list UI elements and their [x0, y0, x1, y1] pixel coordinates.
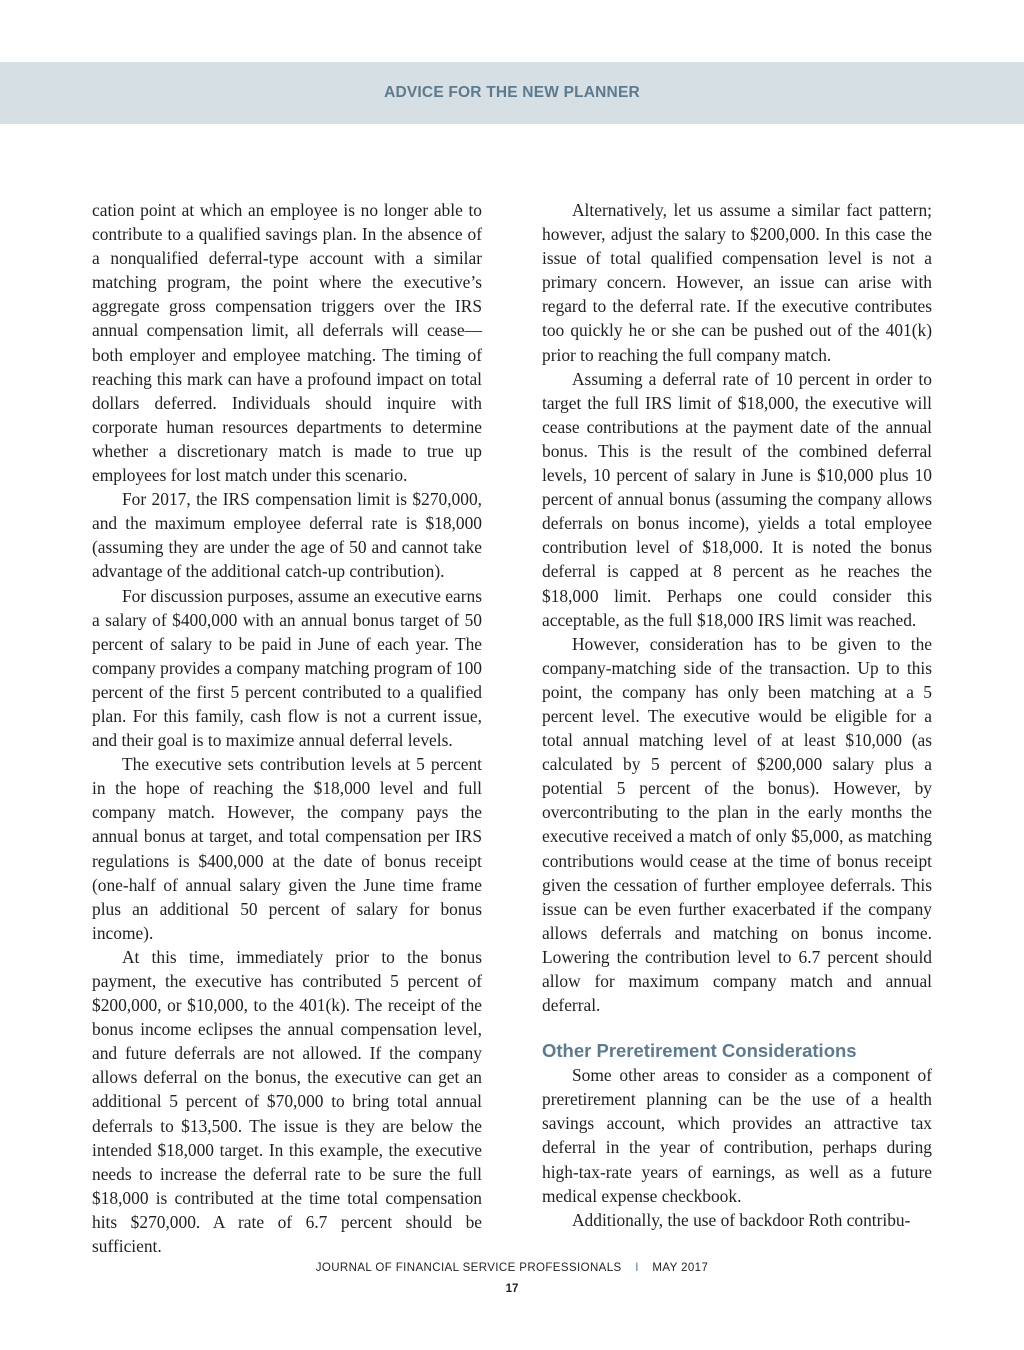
body-paragraph: For discussion purposes, assume an executive earns a salary of $400,000 with an annual bonus target of 50 percent of salary to be paid in June of each year. The company provides a company matching program of 100 percent of the first 5 percent contributed to a qualified plan. For this family, cash flow is not a current issue, and their goal is to maximize annual deferral levels.: [92, 585, 482, 751]
journal-footer: [0, 1262, 1024, 1274]
section-heading: Other Preretirement Considerations: [542, 1040, 857, 1062]
body-paragraph: At this time, immediately prior to the bonus payment, the executive has contributed 5 percent of $200,000, or $10,000, to the 401(k). The receipt of the bonus income eclipses the annual compensation level, and future deferrals are not allowed. If the company allows deferral on the bonus, the executive can get an additional 5 percent of $70,000 to bring total annual deferrals to $13,500. The issue is they are below the intended $18,000 target. In this example, the executive needs to increase the deferral rate to be sure the full $18,000 is contributed at the time total compensation hits $270,000. A rate of 6.7 percent should be sufficient.: [92, 946, 482, 1257]
body-paragraph: For 2017, the IRS compensation limit is $270,000, and the maximum employee deferral rate is $18,000 (assuming they are under the age of 50 and cannot take advantage of the additional catch-up contribution).: [92, 489, 482, 582]
body-paragraph: The executive sets contribution levels at 5 percent in the hope of reaching the $18,000 level and full company match. However, the company pays the annual bonus at target, and total compensation per IRS regulations is $400,000 at the date of bonus receipt (one-half of annual salary given the June time frame plus an additional 50 percent of salary for bonus income).: [92, 754, 482, 943]
section-label: ADVICE FOR THE NEW PLANNER: [384, 84, 640, 101]
body-paragraph: However, consideration has to be given to the company-matching side of the transaction. Up to this point, the company has only been matching at a 5 percent level. The executive would be eligible for a total annual matching level of at least $10,000 (as calculated by 5 percent of $200,000 salary plus a potential 5 percent of the bonus). However, by overcontributing to the plan in the early months the executive received a match of only $5,000, as matching contributions would cease at the time of bonus receipt given the cessation of further employee deferrals. This issue can be even further exacerbated if the company allows deferrals and matching on bonus income. Lowering the contribution level to 6.7 percent should allow for maximum company match and annual deferral.: [542, 633, 932, 1016]
body-paragraph: Alternatively, let us assume a similar fact pattern; however, adjust the salary to $200,000. In this case the issue of total qualified compensation level is not a primary concern. However, an issue can arise with regard to the deferral rate. If the executive contributes too quickly he or she can be pushed out of the 401(k) prior to reaching the full company match.: [542, 200, 932, 365]
issue-date: MAY 2017: [652, 1262, 709, 1274]
journal-name: JOURNAL OF FINANCIAL SERVICE PROFESSIONALS: [315, 1262, 622, 1274]
body-paragraph: Some other areas to consider as a component of preretirement planning can be the use of a health savings account, which provides an attractive tax deferral in the year of contribution, perhaps during high-tax-rate years of earnings, as well as a future medical expense checkbook.: [542, 1065, 932, 1206]
footer-separator: I: [635, 1262, 639, 1274]
page-number: 17: [505, 1283, 519, 1295]
body-paragraph: Assuming a deferral rate of 10 percent in order to target the full IRS limit of $18,000, the executive will cease contributions at the payment date of the annual bonus. This is the result of the combined deferral levels, 10 percent of salary in June is $10,000 plus 10 percent of annual bonus (assuming the company allows deferrals on bonus income), yields a total employee contribution level of $18,000. It is noted the bonus deferral is capped at 8 percent as he reaches the $18,000 limit. Perhaps one could consider this acceptable, as the full $18,000 IRS limit was reached.: [542, 368, 932, 630]
body-paragraph: Additionally, the use of backdoor Roth contribu-: [572, 1209, 911, 1230]
left-column: [92, 198, 482, 1258]
body-paragraph: cation point at which an employee is no longer able to contribute to a qualified savings plan. In the absence of a nonqualified deferral-type account with a similar matching program, the point where the executive’s aggregate gross compensation triggers over the IRS annual compensation limit, all deferrals will cease—both employer and employee matching. The timing of reaching this mark can have a profound impact on total dollars deferred. Individuals should inquire with corporate human resources departments to determine whether a discretionary match is made to true up employees for lost match under this scenario.: [92, 200, 482, 486]
right-column: [542, 198, 932, 1232]
section-banner: [0, 62, 1024, 124]
